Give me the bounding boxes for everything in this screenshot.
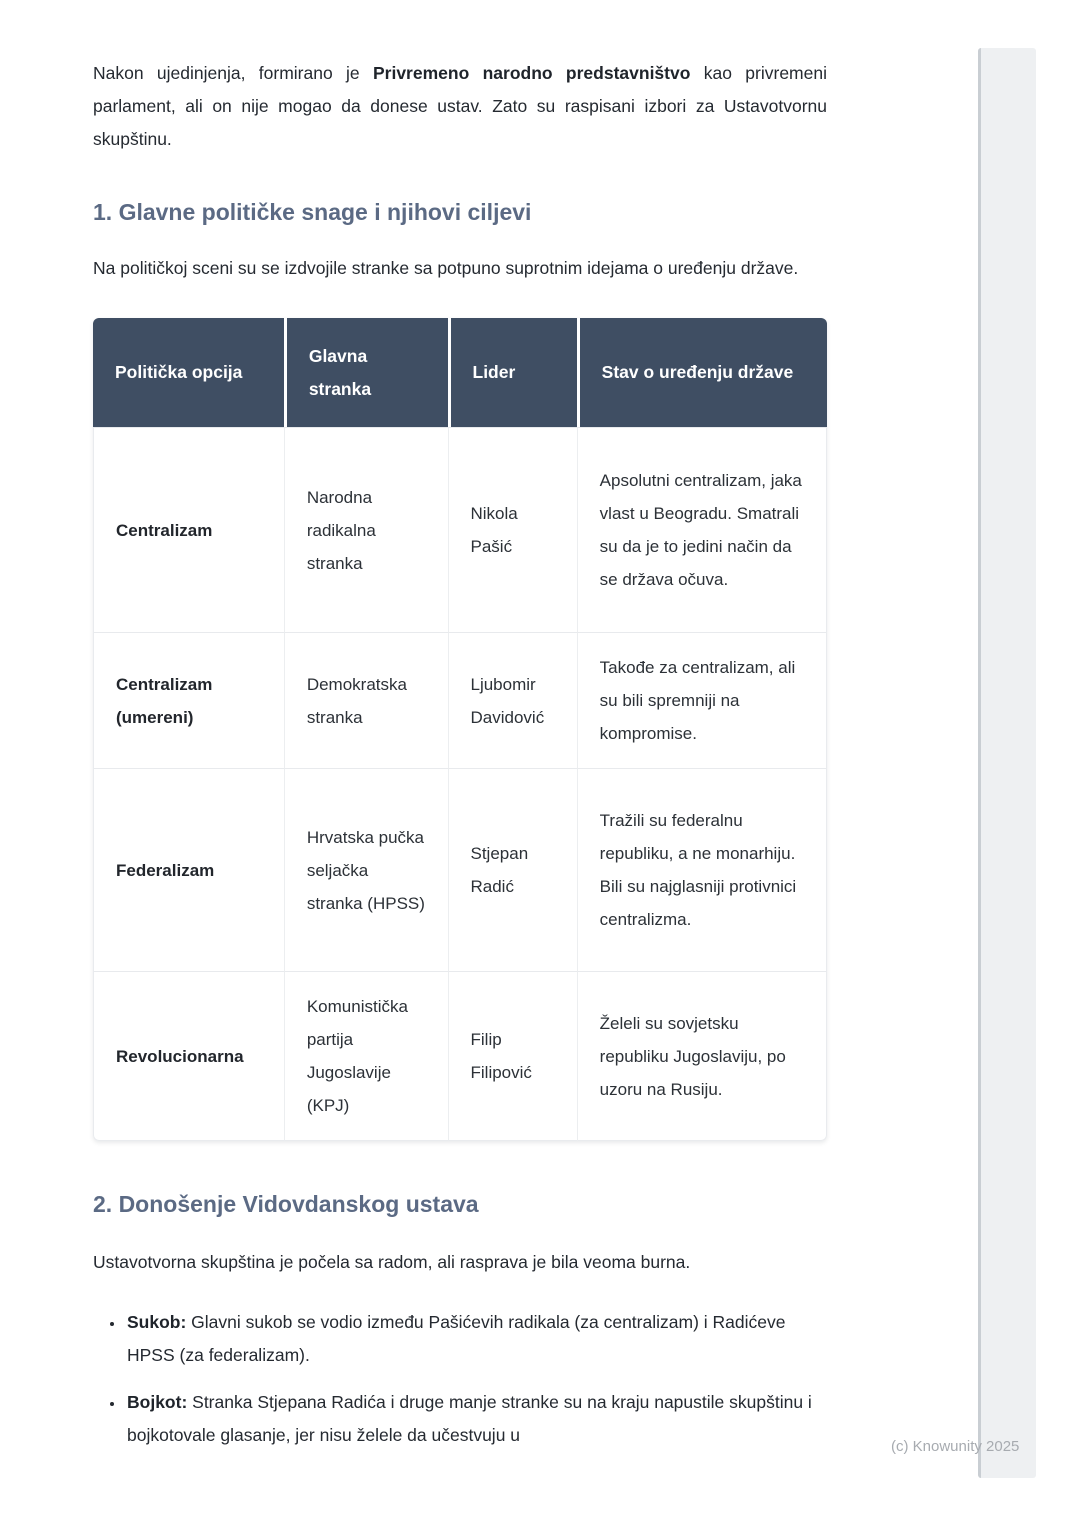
table-cell-stance: Želeli su sovjetsku republiku Jugoslaviju, po uzoru na Rusiju. xyxy=(577,971,827,1141)
table-cell-option: Revolucionarna xyxy=(93,971,284,1141)
table-row-revolucionarna xyxy=(93,971,827,1141)
table-row-centralizam xyxy=(93,427,827,632)
table-header-lider: Lider xyxy=(448,318,577,427)
table-header-politicka-opcija: Politička opcija xyxy=(93,318,284,427)
intro-text-post: kao privremeni parlament, ali on nije mogao da donese ustav. Zato su raspisani izbori za Ustavotvornu skupštinu. xyxy=(93,63,827,149)
table-cell-stance: Takođe za centralizam, ali su bili spremniji na kompromise. xyxy=(577,632,827,768)
section-1-heading: 1. Glavne političke snage i njihovi ciljevi xyxy=(93,199,532,225)
table-cell-leader: Filip Filipović xyxy=(448,971,577,1141)
section-2-bullet-list xyxy=(93,1306,827,1452)
intro-text-bold: Privremeno narodno predstavništvo xyxy=(372,63,691,83)
scrollbar-track[interactable] xyxy=(978,48,1036,1478)
table-cell-leader: Stjepan Radić xyxy=(448,768,577,971)
table-cell-option: Federalizam xyxy=(93,768,284,971)
table-cell-stance: Apsolutni centralizam, jaka vlast u Beogradu. Smatrali su da je to jedini način da se država očuva. xyxy=(577,427,827,632)
document-page xyxy=(93,0,827,1452)
table-cell-option: Centralizam (umereni) xyxy=(93,632,284,768)
section-2-lead-paragraph: Ustavotvorna skupština je počela sa radom, ali rasprava je bila veoma burna. xyxy=(93,1252,691,1272)
table-cell-party: Hrvatska pučka seljačka stranka (HPSS) xyxy=(284,768,448,971)
bullet-text: Stranka Stjepana Radića i druge manje stranke su na kraju napustile skupštinu i bojkotovale glasanje, jer nisu želele da učestvuju u xyxy=(127,1392,812,1445)
table-cell-party: Komunistička partija Jugoslavije (KPJ) xyxy=(284,971,448,1141)
section-1-lead-paragraph: Na političkoj sceni su se izdvojile stranke sa potpuno suprotnim idejama o uređenju države. xyxy=(93,258,799,278)
table-cell-option: Centralizam xyxy=(93,427,284,632)
table-cell-stance: Tražili su federalnu republiku, a ne monarhiju. Bili su najglasniji protivnici centralizma. xyxy=(577,768,827,971)
watermark: (c) Knowunity 2025 xyxy=(891,1438,1020,1455)
table-header-stav: Stav o uređenju države xyxy=(577,318,827,427)
intro-text-pre: Nakon ujedinjenja, formirano je xyxy=(93,63,373,83)
bullet-bojkot xyxy=(125,1386,827,1452)
table-cell-leader: Nikola Pašić xyxy=(448,427,577,632)
table-header-glavna-stranka: Glavna stranka xyxy=(284,318,448,427)
table-cell-leader: Ljubomir Davidović xyxy=(448,632,577,768)
section-2-heading: 2. Donošenje Vidovdanskog ustava xyxy=(93,1191,479,1217)
intro-paragraph xyxy=(93,57,827,156)
bullet-text: Glavni sukob se vodio između Pašićevih radikala (za centralizam) i Radićeve HPSS (za federalizam). xyxy=(127,1312,786,1365)
table-row-federalizam xyxy=(93,768,827,971)
table-cell-party: Narodna radikalna stranka xyxy=(284,427,448,632)
table-cell-party: Demokratska stranka xyxy=(284,632,448,768)
bullet-label: Bojkot: xyxy=(127,1392,188,1412)
bullet-label: Sukob: xyxy=(127,1312,187,1332)
political-options-table xyxy=(93,318,827,1141)
table-header-row xyxy=(93,318,827,427)
bullet-sukob xyxy=(125,1306,827,1372)
table-row-centralizam-umereni xyxy=(93,632,827,768)
